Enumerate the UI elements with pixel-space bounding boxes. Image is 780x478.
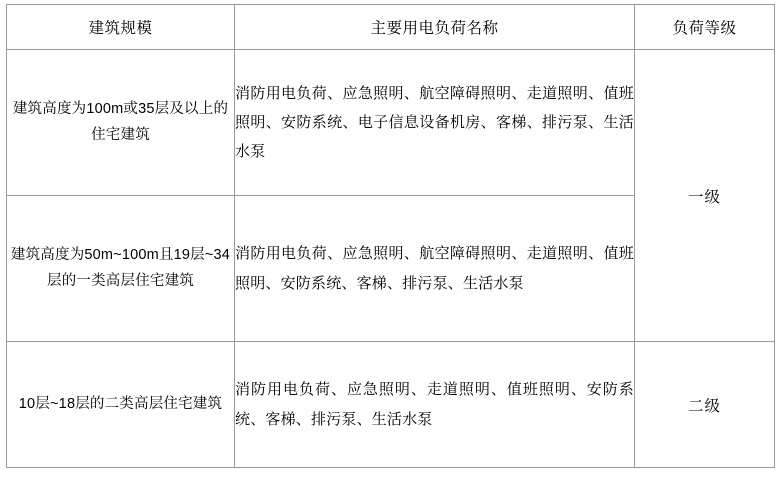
cell-main-loads: 消防用电负荷、应急照明、航空障碍照明、走道照明、值班照明、安防系统、电子信息设备机房、客梯、排污泵、生活水泵 [235,50,635,196]
cell-building-scale: 建筑高度为50m~100m且19层~34层的一类高层住宅建筑 [7,196,235,342]
table-row [7,342,775,468]
cell-load-grade: 一级 [635,50,775,342]
electrical-load-grade-table [6,4,775,468]
table-row [7,50,775,196]
cell-building-scale: 建筑高度为100m或35层及以上的住宅建筑 [7,50,235,196]
cell-main-loads: 消防用电负荷、应急照明、航空障碍照明、走道照明、值班照明、安防系统、客梯、排污泵、生活水泵 [235,196,635,342]
cell-building-scale: 10层~18层的二类高层住宅建筑 [7,342,235,468]
table-header [7,5,775,50]
column-header-main-loads: 主要用电负荷名称 [235,5,635,50]
column-header-building-scale: 建筑规模 [7,5,235,50]
cell-main-loads: 消防用电负荷、应急照明、走道照明、值班照明、安防系统、客梯、排污泵、生活水泵 [235,342,635,468]
cell-load-grade: 二级 [635,342,775,468]
table-body [7,50,775,468]
table-header-row [7,5,775,50]
column-header-load-grade: 负荷等级 [635,5,775,50]
